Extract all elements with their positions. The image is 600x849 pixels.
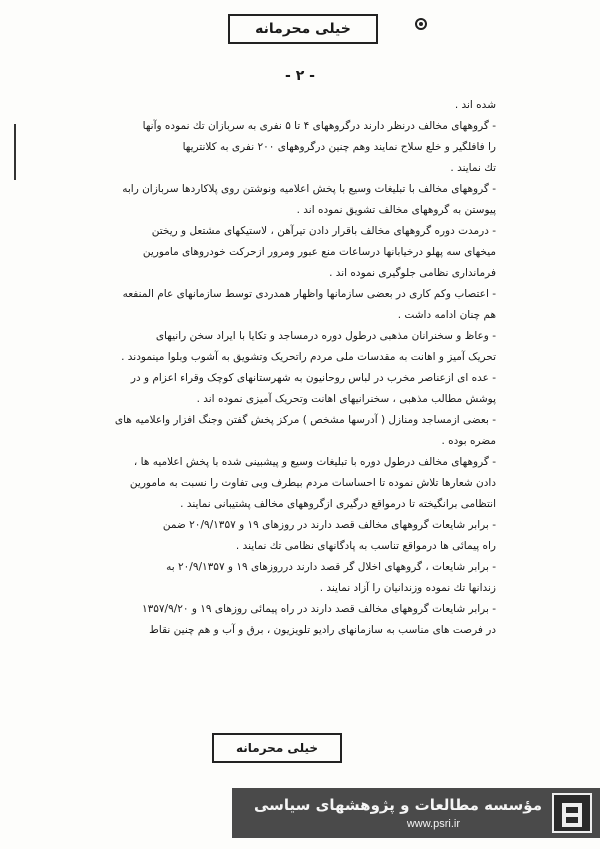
institute-url[interactable]: www.psri.ir <box>406 818 460 830</box>
body-line: شده اند . <box>454 99 496 111</box>
classification-stamp-text: خیلی محرمانه <box>235 741 319 755</box>
body-line: - وعاظ و سخنرانان مذهبی درطول دوره درمساجد و تکایا با ایراد سخن رانیهای <box>155 330 496 342</box>
body-line: - برابر شایعات ، گروههای اخلال گر قصد دارند درروزهای ۱۹ و ۲۰/۹/۱۳۵۷ به <box>166 561 496 573</box>
margin-mark <box>14 124 16 180</box>
classification-stamp-bottom <box>212 733 342 763</box>
body-line: - گروههای مخالف درنظر دارند درگروههای ۴ تا ۵ نفری به سربازان تك نموده وآنها <box>142 120 496 132</box>
body-line: راه پیمائی ها درمواقع تناسب به پادگانهای نظامی تك نمایند . <box>235 540 496 552</box>
body-line: - بعضی ازمساجد ومنازل ( آدرسها مشخص ) مرکز پخش گفتن وجنگ افزار واعلامیه های <box>114 414 496 426</box>
body-line: تك نمایند . <box>450 162 496 174</box>
institute-logo-icon <box>552 793 592 833</box>
body-line: - اعتصاب وکم کاری در بعضی سازمانها واظهار همدردی توسط سازمانهای عام المنفعه <box>122 288 496 300</box>
body-line: تحریک آمیز و اهانت به مقدسات ملی مردم راتحریک وتشویق به آشوب وبلوا مینمودند . <box>121 351 496 363</box>
body-line: در فرصت های مناسب به سازمانهای رادیو تلویزیون ، برق و آب و هم چنین نقاط <box>149 624 496 636</box>
body-line: - گروههای مخالف با تبلیغات وسیع با پخش اعلامیه ونوشتن روی پلاکاردها سربازان رابه <box>122 183 496 195</box>
body-line: انتظامی برانگیخته تا درمواقع درگیری ازگروههای مخالف پشتیبانی نمایند . <box>180 498 496 510</box>
seal-icon <box>415 18 427 30</box>
body-line: - درمدت دوره گروههای مخالف باقرار دادن تیرآهن ، لاستیکهای مشتعل و ریختن <box>151 225 496 237</box>
body-line: را فافلگیر و خلع سلاح نمایند وهم چنین درگروههای ۲۰۰ نفری به کلانتریها <box>182 141 496 153</box>
body-line: - گروههای مخالف درطول دوره با تبلیغات وسیع و پیشبینی شده با پخش اعلامیه ها ، <box>133 456 496 468</box>
page-number: - ۲ - <box>285 68 315 84</box>
body-line: - برابر شایعات گروههای مخالف قصد دارند در روزهای ۱۹ و ۲۰/۹/۱۳۵۷ ضمن <box>162 519 496 531</box>
body-line: - برابر شایعات گروههای مخالف قصد دارند در راه پیمائی روزهای ۱۹ و ۱۳۵۷/۹/۲۰ <box>141 603 496 615</box>
institute-name: مؤسسه مطالعات و پژوهشهای سیاسی <box>253 796 542 814</box>
body-line: دادن شعارها تلاش نموده تا احساسات مردم بیطرف وبی تفاوت را نسبت به مامورین <box>129 477 496 489</box>
body-line: فرمانداری نظامی جلوگیری نموده اند . <box>329 267 496 279</box>
body-line: زندانها تك نموده وزندانیان را آزاد نمایند . <box>319 582 496 594</box>
classification-stamp-text: خیلی محرمانه <box>255 21 351 37</box>
document-body <box>36 95 496 641</box>
body-line: پوشش مطالب مذهبی ، سخنرانیهای اهانت وتحریک آمیزی نموده اند . <box>196 393 496 405</box>
body-line: هم چنان ادامه داشت . <box>397 309 496 321</box>
body-line: مضره بوده . <box>441 435 496 447</box>
body-line: - عده ای ازعناصر مخرب در لباس روحانیون به شهرستانهای کوچک وقراء اعزام و در <box>130 372 496 384</box>
body-line: پیوستن به گروههای مخالف تشویق نموده اند . <box>296 204 496 216</box>
institute-banner <box>232 788 600 838</box>
body-line: میخهای سه پهلو درخیابانها درساعات منع عبور ومرور ازحرکت خودروهای مامورین <box>142 246 496 258</box>
classification-stamp-top <box>228 14 378 44</box>
